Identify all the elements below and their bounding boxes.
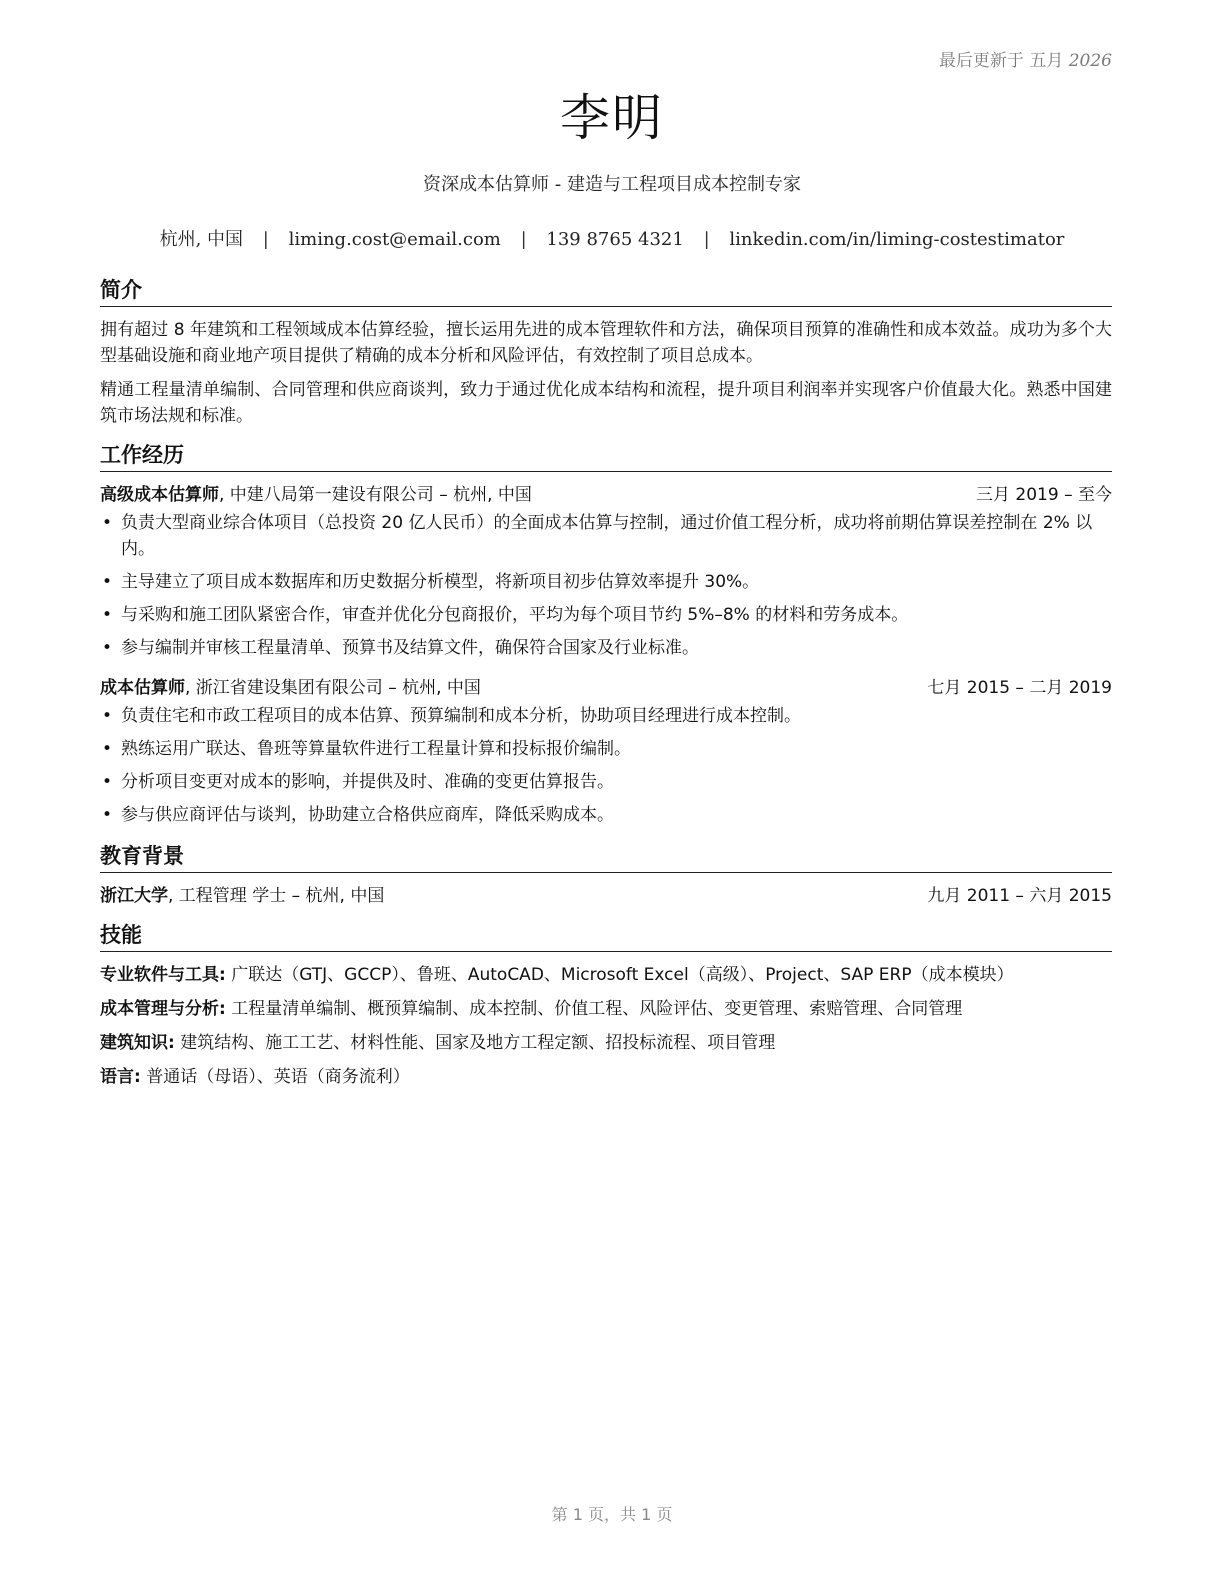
job-bullet [100,769,1112,795]
contact-email[interactable]: liming.cost@email.com [288,229,501,250]
job-bullet [100,602,1112,628]
job-bullet [100,703,1112,729]
education-dates: 九月 2011 – 六月 2015 [927,886,1112,906]
job-bullet [100,802,1112,828]
contact-separator: | [520,229,527,250]
job-bullets [100,703,1112,828]
job-title-line [100,482,532,508]
job-dates: 七月 2015 – 二月 2019 [927,678,1112,698]
candidate-name: 李明 [560,89,664,147]
job-bullet-text: 负责住宅和市政工程项目的成本估算、预算编制和成本分析，协助项目经理进行成本控制。 [121,706,801,726]
job-title-line [100,675,481,701]
contact-phone: 139 8765 4321 [546,229,684,250]
section-title-skills: 技能 [100,921,1112,952]
job-bullet-text: 主导建立了项目成本数据库和历史数据分析模型，将新项目初步估算效率提升 30%。 [121,572,760,592]
skill-row [100,1030,1112,1056]
skill-row [100,962,1112,988]
contact-line [0,225,1224,251]
job-bullet [100,510,1112,562]
job-dates: 三月 2019 – 至今 [976,485,1112,505]
skill-value: 建筑结构、施工工艺、材料性能、国家及地方工程定额、招投标流程、项目管理 [174,1033,776,1053]
page-footer: 第 1 页，共 1 页 [551,1505,673,1524]
contact-separator: | [703,229,710,250]
education-section [100,842,1112,909]
last-updated-year: 2026 [1068,51,1112,71]
job-bullets [100,510,1112,661]
job-bullet [100,569,1112,595]
job-bullet [100,635,1112,661]
skill-row [100,996,1112,1022]
skill-label: 建筑知识: [100,1033,175,1053]
contact-separator: | [262,229,269,250]
bullet-icon: • [102,805,113,825]
job-header [100,675,1112,701]
job-role: 高级成本估算师 [100,485,219,505]
skill-label: 专业软件与工具: [100,965,226,985]
summary-paragraph: 拥有超过 8 年建筑和工程领域成本估算经验，擅长运用先进的成本管理软件和方法，确保项目预算的准确性和成本效益。成功为多个大型基础设施和商业地产项目提供了精确的成本分析和风险评估，有效控制了项目总成本。 [100,320,1112,366]
skill-value: 普通话（母语）、英语（商务流利） [140,1067,410,1087]
job-org: , 中建八局第一建设有限公司 – 杭州, 中国 [219,485,532,505]
job-bullet [100,736,1112,762]
bullet-icon: • [102,638,113,658]
job-bullet-text: 参与编制并审核工程量清单、预算书及结算文件，确保符合国家及行业标准。 [121,638,699,658]
job-entry [100,675,1112,828]
contact-linkedin[interactable]: linkedin.com/in/liming-costestimator [729,229,1065,250]
headline: 资深成本估算师 - 建造与工程项目成本控制专家 [423,174,801,195]
skill-label: 成本管理与分析: [100,999,226,1019]
skills-section [100,921,1112,1090]
skill-label: 语言: [100,1067,141,1087]
summary-section [100,276,1112,429]
job-bullet-text: 负责大型商业综合体项目（总投资 20 亿人民币）的全面成本估算与控制，通过价值工程分析，成功将前期估算误差控制在 2% 以内。 [121,513,1093,559]
job-bullet-text: 熟练运用广联达、鲁班等算量软件进行工程量计算和投标报价编制。 [121,739,631,759]
bullet-icon: • [102,572,113,592]
job-role: 成本估算师 [100,678,185,698]
job-org: , 浙江省建设集团有限公司 – 杭州, 中国 [185,678,481,698]
bullet-icon: • [102,605,113,625]
experience-section [100,441,1112,828]
bullet-icon: • [102,706,113,726]
education-detail: , 工程管理 学士 – 杭州, 中国 [168,886,385,906]
job-bullet-text: 分析项目变更对成本的影响，并提供及时、准确的变更估算报告。 [121,772,614,792]
bullet-icon: • [102,739,113,759]
bullet-icon: • [102,513,113,533]
section-title-summary: 简介 [100,276,1112,307]
skill-value: 广联达（GTJ、GCCP）、鲁班、AutoCAD、Microsoft Excel（高级）、Project、SAP ERP（成本模块） [225,965,1014,985]
job-bullet-text: 参与供应商评估与谈判，协助建立合格供应商库，降低采购成本。 [121,805,614,825]
education-school: 浙江大学 [100,886,168,906]
job-bullet-text: 与采购和施工团队紧密合作，审查并优化分包商报价，平均为每个项目节约 5%–8% 的材料和劳务成本。 [121,605,909,625]
bullet-icon: • [102,772,113,792]
last-updated [939,46,1112,71]
job-header [100,482,1112,508]
job-entry [100,482,1112,661]
resume-body [100,276,1112,1102]
skill-value: 工程量清单编制、概预算编制、成本控制、价值工程、风险评估、变更管理、索赔管理、合同管理 [225,999,963,1019]
section-title-education: 教育背景 [100,842,1112,873]
education-line [100,883,384,909]
section-title-experience: 工作经历 [100,441,1112,472]
summary-paragraph: 精通工程量清单编制、合同管理和供应商谈判，致力于通过优化成本结构和流程，提升项目利润率并实现客户价值最大化。熟悉中国建筑市场法规和标准。 [100,380,1112,426]
contact-location: 杭州, 中国 [159,229,244,250]
education-entry [100,883,1112,909]
last-updated-label: 最后更新于 五月 [938,51,1064,71]
skill-row [100,1064,1112,1090]
